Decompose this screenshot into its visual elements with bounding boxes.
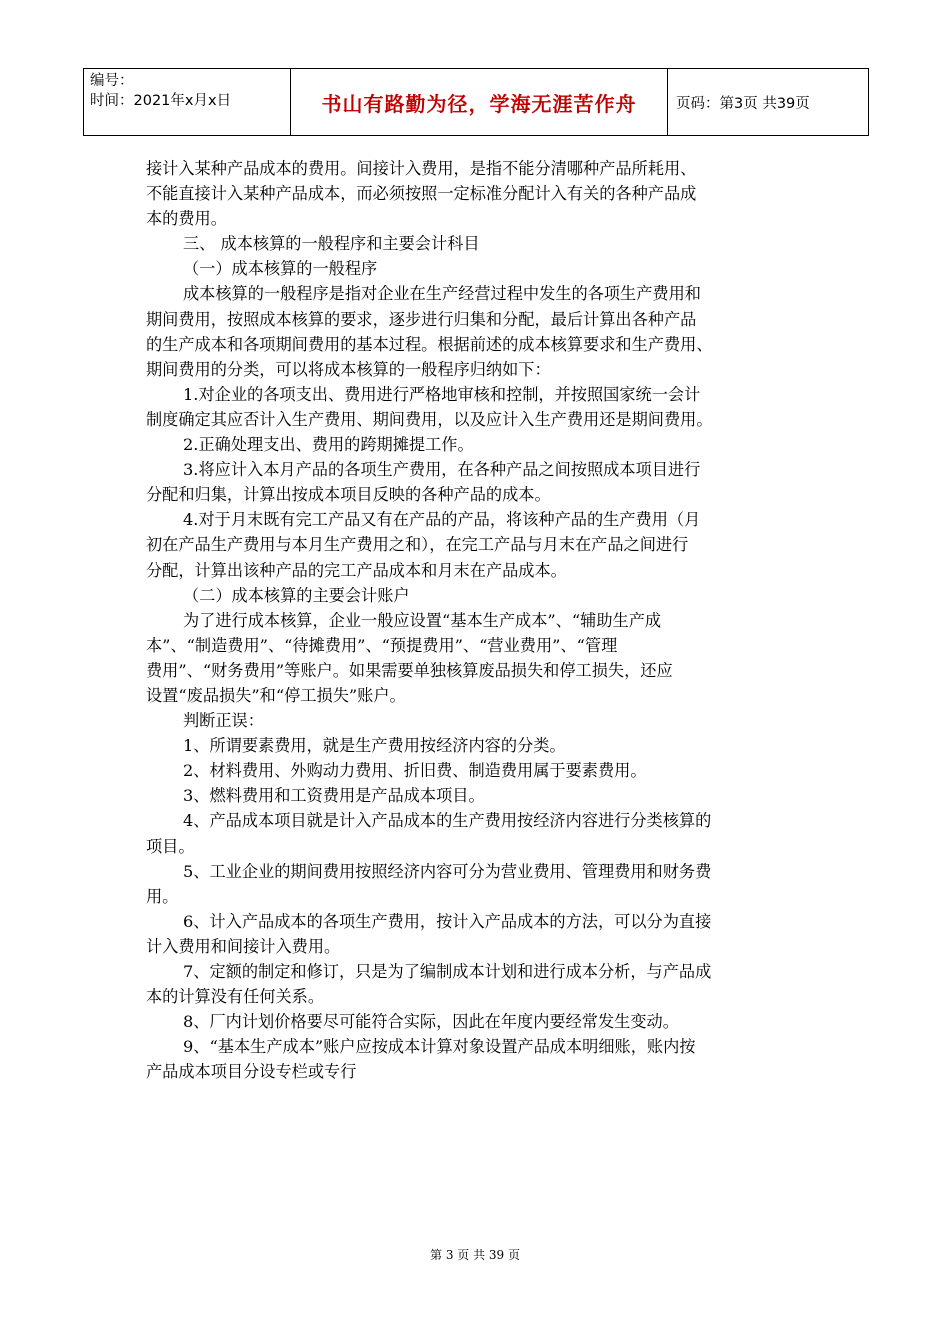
text-line: 制度确定其应否计入生产费用、期间费用，以及应计入生产费用还是期间费用。 xyxy=(146,409,713,429)
text-line: （一）成本核算的一般程序 xyxy=(183,259,378,279)
text-line: 计入费用和间接计入费用。 xyxy=(146,936,341,956)
text-line: 费用”、“财务费用”等账户。如果需要单独核算废品损失和停工损失，还应 xyxy=(146,660,673,680)
header-meta xyxy=(84,69,291,136)
text-line: 分配和归集，计算出按成本项目反映的各种产品的成本。 xyxy=(146,485,551,505)
text-line: 本的计算没有任何关系。 xyxy=(146,987,325,1007)
header-motto: 书山有路勤为径，学海无涯苦作舟 xyxy=(291,69,668,136)
text-line: 判断正误： xyxy=(183,711,264,731)
text-line: 初在产品生产费用与本月生产费用之和），在完工产品与月末在产品之间进行 xyxy=(146,535,689,555)
text-line: （二）成本核算的主要会计账户 xyxy=(183,585,410,605)
text-line: 6、计入产品成本的各项生产费用，按计入产品成本的方法，可以分为直接 xyxy=(183,911,712,931)
text-line: 1.对企业的各项支出、费用进行严格地审核和控制，并按照国家统一会计 xyxy=(183,384,701,404)
document-date: 时间：2021年x月x日 xyxy=(90,93,232,109)
text-line: 3、燃料费用和工资费用是产品成本项目。 xyxy=(183,786,485,806)
text-line: 不能直接计入某种产品成本，而必须按照一定标准分配计入有关的各种产品成 xyxy=(146,184,697,204)
text-line: 接计入某种产品成本的费用。间接计入费用，是指不能分清哪种产品所耗用、 xyxy=(146,159,697,178)
text-line: 7、定额的制定和修订，只是为了编制成本计划和进行成本分析，与产品成 xyxy=(183,962,712,981)
document-number-label: 编号： xyxy=(90,73,134,89)
text-line: 4.对于月末既有完工产品又有在产品的产品，将该种产品的生产费用（月 xyxy=(183,510,701,530)
text-line: 期间费用的分类，可以将成本核算的一般程序归纳如下： xyxy=(146,359,551,379)
text-line: 分配，计算出该种产品的完工产品成本和月末在产品成本。 xyxy=(146,560,567,580)
text-line: 项目。 xyxy=(146,836,195,856)
page-footer: 第 3 页 共 39 页 xyxy=(430,1248,520,1262)
document-header xyxy=(83,68,869,136)
text-line: 设置“废品损失”和“停工损失”账户。 xyxy=(146,685,406,705)
text-line: 本”、“制造费用”、“待摊费用”、“预提费用”、“营业费用”、“管理 xyxy=(146,635,618,655)
text-line: 1、所谓要素费用，就是生产费用按经济内容的分类。 xyxy=(183,736,566,756)
header-page-info: 页码：第3页 共39页 xyxy=(668,69,869,136)
text-line: 2、材料费用、外购动力费用、折旧费、制造费用属于要素费用。 xyxy=(183,761,647,781)
text-line: 9、“基本生产成本”账户应按成本计算对象设置产品成本明细账，账内按 xyxy=(183,1037,696,1057)
text-line: 为了进行成本核算，企业一般应设置“基本生产成本”、“辅助生产成 xyxy=(183,610,662,630)
text-line: 本的费用。 xyxy=(146,209,227,229)
text-line: 产品成本项目分设专栏或专行 xyxy=(146,1062,357,1082)
text-line: 3.将应计入本月产品的各项生产费用，在各种产品之间按照成本项目进行 xyxy=(183,460,701,480)
text-line: 8、厂内计划价格要尽可能符合实际，因此在年度内要经常发生变动。 xyxy=(183,1012,679,1032)
text-line: 4、产品成本项目就是计入产品成本的生产费用按经济内容进行分类核算的 xyxy=(183,811,712,831)
document-body xyxy=(146,156,816,1084)
text-line: 的生产成本和各项期间费用的基本过程。根据前述的成本核算要求和生产费用、 xyxy=(146,334,713,354)
text-line: 用。 xyxy=(146,886,179,906)
text-line: 2.正确处理支出、费用的跨期摊提工作。 xyxy=(183,435,474,455)
text-line: 成本核算的一般程序是指对企业在生产经营过程中发生的各项生产费用和 xyxy=(183,284,701,304)
text-line: 三、 成本核算的一般程序和主要会计科目 xyxy=(183,234,480,254)
text-line: 5、工业企业的期间费用按照经济内容可分为营业费用、管理费用和财务费 xyxy=(183,861,712,881)
text-line: 期间费用，按照成本核算的要求，逐步进行归集和分配，最后计算出各种产品 xyxy=(146,309,697,329)
